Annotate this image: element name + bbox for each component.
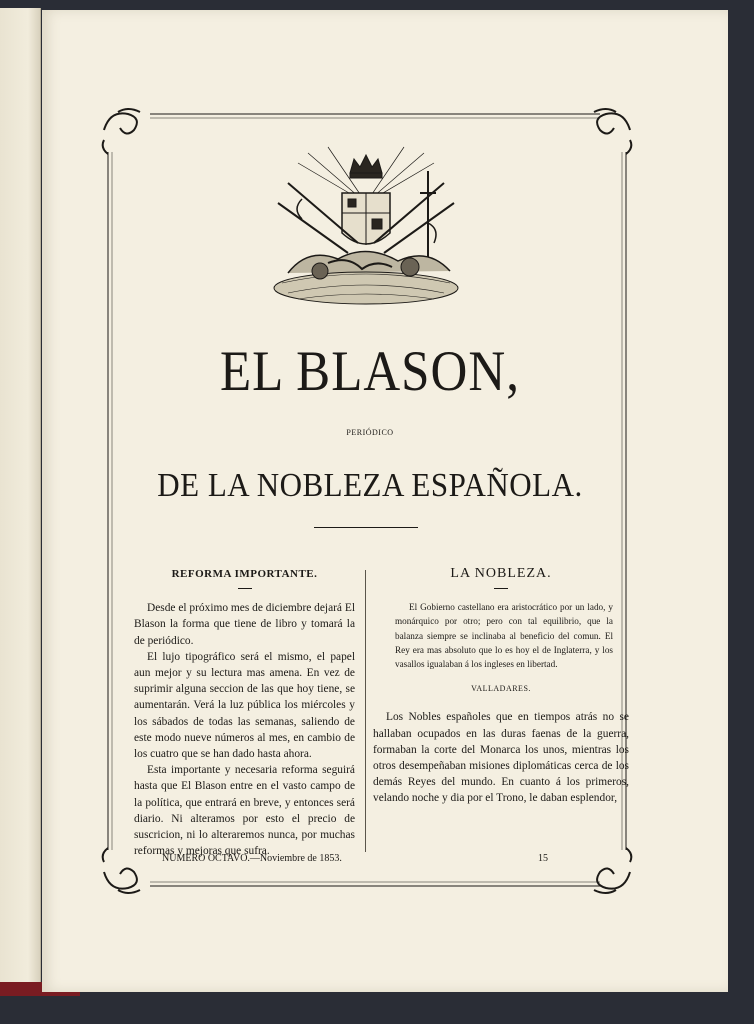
paragraph: Esta importante y necesaria reforma seguirá hasta que El Blason entre en el vasto campo de la política, que entrará en breve, y entonces será diario. Ni alteramos por esto el precio de suscricion, ni lo alteraremos nunca, por muchas reformas y mejoras que sufra. [134,764,355,858]
epigraph-author: VALLADARES. [471,684,531,694]
issue-line: NÚMERO OCTAVO.—Noviembre de 1853. [162,853,342,864]
paragraph: Los Nobles españoles que en tiempos atrás no se hallaban ocupados en las duras faenas de la guerra, formaban la corte del Monarca los unos, mientras los otros desempeñaban misiones diplomáticas cerca de los demás Reyes del mundo. En cuanto á los primeros, velando noche y dia por el Trono, le daban esplendor, [373,711,629,805]
heading-dash [238,588,252,589]
paragraph: Desde el próximo mes de diciembre dejará El Blason la forma que tiene de libro y tomará la de periódico. [134,602,355,647]
page-footer [162,853,548,864]
left-column-heading: REFORMA IMPORTANTE. [171,568,318,580]
title-divider [314,527,418,528]
right-column-heading: LA NOBLEZA. [450,566,552,581]
masthead-title: EL BLASON, [220,340,520,404]
epigraph [395,600,613,671]
left-column [134,566,355,859]
paragraph: El lujo tipográfico será el mismo, el papel aun mejor y su lectura mas amena. En vez de suprimir alguna seccion de las que hoy tiene, se aumentarán. Verá la luz pública los miércoles y los sábados de todas las semanas, saliendo de este modo nueve números al mes, en cambio de los cuatro que se han dado hasta ahora. [134,650,355,761]
heading-dash [494,588,508,589]
page-number: 15 [538,853,548,864]
facing-page-edge [0,8,41,993]
masthead-subtitle: DE LA NOBLEZA ESPAÑOLA. [157,465,583,504]
epigraph-text: El Gobierno castellano era aristocrático por un lado, y monárquico por otro; pero con tal equilibrio, que la balanza siempre se inclinaba al beneficio del comun. El Rey era mas absoluto que lo es hoy el de Inglaterra, y los vasallos igualaban á los ingleses en libertad. [395,602,613,670]
column-divider [365,570,366,852]
heraldic-emblem [268,143,464,313]
right-column [373,566,629,807]
masthead-kicker: PERIÓDICO [346,428,394,437]
